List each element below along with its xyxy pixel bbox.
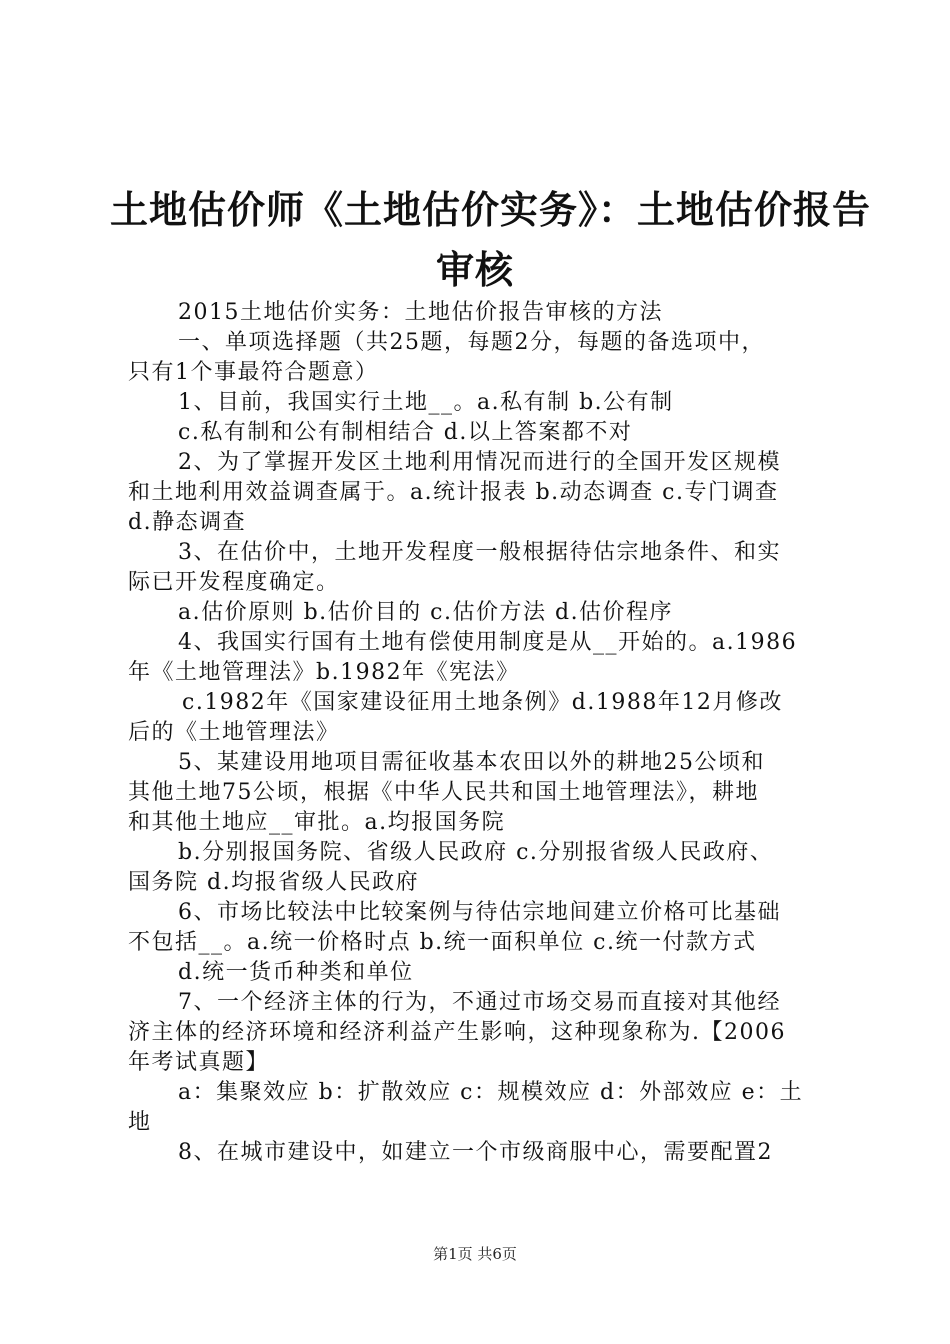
body-line: 2015土地估价实务：土地估价报告审核的方法 bbox=[178, 300, 663, 325]
body-line: 只有1个事最符合题意） bbox=[128, 360, 379, 385]
body-line: b.分别报国务院、省级人民政府 c.分别报省级人民政府、 bbox=[178, 840, 774, 865]
document-title-line-1: 土地估价师《土地估价实务》：土地估价报告 bbox=[110, 188, 872, 232]
body-line: 6、市场比较法中比较案例与待估宗地间建立价格可比基础 bbox=[178, 900, 781, 925]
body-line: 一、单项选择题（共25题，每题2分，每题的备选项中， bbox=[178, 330, 765, 355]
body-line: c.1982年《国家建设征用土地条例》d.1988年12月修改 bbox=[182, 690, 783, 715]
body-line: 和土地利用效益调查属于。a.统计报表 b.动态调查 c.专门调查 bbox=[128, 480, 779, 505]
body-line: a：集聚效应 b：扩散效应 c：规模效应 d：外部效应 e：土 bbox=[178, 1080, 804, 1105]
body-line: 年考试真题】 bbox=[128, 1050, 270, 1075]
body-line: 际已开发程度确定。 bbox=[128, 570, 340, 595]
body-line: 年《土地管理法》b.1982年《宪法》 bbox=[128, 660, 520, 685]
body-line: 地 bbox=[128, 1110, 152, 1135]
document-body bbox=[128, 298, 833, 1168]
body-line: a.估价原则 b.估价目的 c.估价方法 d.估价程序 bbox=[178, 600, 674, 625]
body-line: 2、为了掌握开发区土地利用情况而进行的全国开发区规模 bbox=[178, 450, 781, 475]
body-line: 3、在估价中，土地开发程度一般根据待估宗地条件、和实 bbox=[178, 540, 781, 565]
body-line: 不包括__。a.统一价格时点 b.统一面积单位 c.统一付款方式 bbox=[128, 930, 757, 955]
body-line: 4、我国实行国有土地有偿使用制度是从__开始的。a.1986 bbox=[178, 630, 798, 655]
body-line: 和其他土地应__审批。a.均报国务院 bbox=[128, 810, 506, 835]
body-line: 后的《土地管理法》 bbox=[128, 720, 340, 745]
body-line: 国务院 d.均报省级人民政府 bbox=[128, 870, 420, 895]
page-footer: 第1页 共6页 bbox=[433, 1245, 517, 1263]
body-line: 7、一个经济主体的行为，不通过市场交易而直接对其他经 bbox=[178, 990, 781, 1015]
body-line: c.私有制和公有制相结合 d.以上答案都不对 bbox=[178, 420, 633, 445]
body-line: 其他土地75公顷，根据《中华人民共和国土地管理法》，耕地 bbox=[128, 780, 759, 805]
body-line: 8、在城市建设中，如建立一个市级商服中心，需要配置2 bbox=[178, 1140, 773, 1165]
body-line: 1、目前，我国实行土地__。a.私有制 b.公有制 bbox=[178, 390, 674, 415]
body-line: 5、某建设用地项目需征收基本农田以外的耕地25公顷和 bbox=[178, 750, 765, 775]
body-line: d.静态调查 bbox=[128, 510, 247, 535]
body-line: 济主体的经济环境和经济利益产生影响，这种现象称为.【2006 bbox=[128, 1020, 786, 1045]
body-line: d.统一货币种类和单位 bbox=[178, 960, 414, 985]
document-title-line-2: 审核 bbox=[435, 248, 514, 292]
